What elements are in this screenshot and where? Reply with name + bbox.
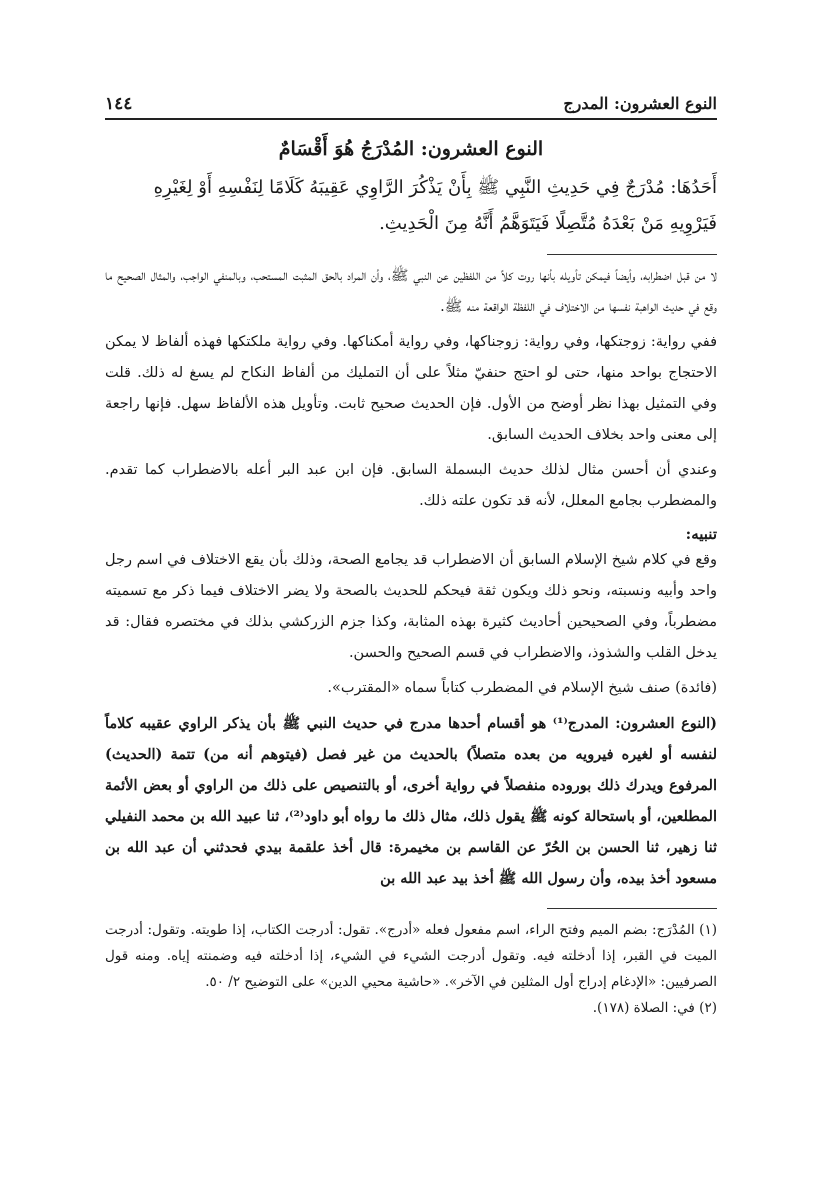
footnotes xyxy=(105,917,717,1021)
body-paragraph: وقع في كلام شيخ الإسلام السابق أن الاضطراب قد يجامع الصحة، وذلك بأن يقع الاختلاف في اسم رجل واحد وأبيه ونسبته، ونحو ذلك ويكون ثقة فيحكم للحديث بالصحة ولا يضر الاختلاف فيما ذكر مع تسميته مضطرباً، وفي الصحيحين أحاديث كثيرة بهذه المثابة، وكذا جزم الزركشي بذلك في مختصره فقال: قد يدخل القلب والشذوذ، والاضطراب في قسم الصحيح والحسن. xyxy=(105,552,717,661)
footnote-divider xyxy=(547,908,717,909)
body-paragraph: ففي رواية: زوجتكها، وفي رواية: زوجناكها، وفي رواية أمكناكها. وفي رواية ملكتكها فهذه ألفاظ لا يمكن الاحتجاج بواحد منها، حتى لو احتج حنفيّ مثلاً على أن التمليك من ألفاظ النكاح لم يسغ له ذلك. قلت وفي التمثيل بهذا نظر أوضح من الأول. فإن الحديث صحيح ثابت. وتأويل هذه الألفاظ سهل. فإنها راجعة إلى معنى واحد بخلاف الحديث السابق. xyxy=(105,334,717,443)
body-paragraph: لا من قبل اضطرابه، وأيضاً فيمكن تأويله بأنها روت كلاً من اللفظين عن النبي ﷺ، وأن المراد بالحق المثبت المستحب، وبالمنفي الواجب، والمثال الصحيح ما وقع في حديث الواهبة نفسها من الاختلاف في اللفظة الواقعة منه ﷺ. xyxy=(105,268,717,315)
verse-line: فَيَرْوِيهِ مَنْ بَعْدَهُ مُتَّصِلًا فَيَتَوَهَّمُ أَنَّهُ مِنَ الْحَدِيثِ. xyxy=(379,213,717,234)
commentary-paragraph: (النوع العشرون: المدرج⁽¹⁾ هو أقسام أحدها مدرج في حديث النبي ﷺ بأن يذكر الراوي عقيبه كلاماً لنفسه أو لغيره فيرويه من بعده متصلاً) بالحديث من غير فصل (فيتوهم أنه من) تتمة (الحديث) المرفوع ويدرك ذلك بوروده منفصلاً في رواية أخرى، أو بالتنصيص على ذلك من الراوي أو بعض الأئمة المطلعين، أو باستحالة كونه ﷺ يقول ذلك، مثال ذلك ما رواه أبو داود⁽²⁾، ثنا عبيد الله بن محمد النفيلي ثنا زهير، ثنا الحسن بن الحُرّ عن القاسم بن مخيمرة: قال أخذ علقمة بيدي فحدثني أن عبد الله بن مسعود أخذ بيده، وأن رسول الله ﷺ أخذ بيد عبد الله بن xyxy=(105,715,718,887)
footnote: (١) المُدْرَج: بضم الميم وفتح الراء، اسم مفعول فعله «أدرج». تقول: أدرجت الكتاب، إذا طويته. وتقول: أدرجت الميت في القبر، إذا أدخلته فيه. وتقول أدرجت الشيء في الشيء، إذا أدخلته فيه وضمنته إياه. ومنه قول الصرفيين: «الإدغام إدراج أول المثلين في الآخر». «حاشية محيي الدين» على التوضيح ٢/ ٥٠. xyxy=(105,922,717,990)
body-paragraph: وعندي أن أحسن مثال لذلك حديث البسملة السابق. فإن ابن عبد البر أعله بالاضطراب كما تقدم. والمضطرب بجامع المعلل، لأنه قد تكون علته ذلك. xyxy=(105,462,717,509)
book-page xyxy=(105,94,717,1021)
verse-title: النوع العشرون: المُدْرَجُ هُوَ أَقْسَامٌ xyxy=(278,138,544,160)
verse-line: أَحَدُهَا: مُدْرَجٌ فِي حَدِيثِ النَّبِي ﷺ بِأَنْ يَذْكُرَ الرَّاوِي عَقِيبَهُ كَلَامًا لِنَفْسِهِ أَوْ لِغَيْرِهِ xyxy=(153,177,717,198)
fawaid-note: (فائدة) صنف شيخ الإسلام في المضطرب كتاباً سماه «المقترب». xyxy=(327,680,717,696)
footnote: (٢) في: الصلاة (١٧٨). xyxy=(592,1000,717,1016)
tanbih-heading: تنبيه: xyxy=(685,525,717,543)
running-header xyxy=(105,94,717,120)
header-title: النوع العشرون: المدرج xyxy=(563,94,717,113)
section-divider xyxy=(547,254,717,255)
page-number: ١٤٤ xyxy=(105,94,133,114)
